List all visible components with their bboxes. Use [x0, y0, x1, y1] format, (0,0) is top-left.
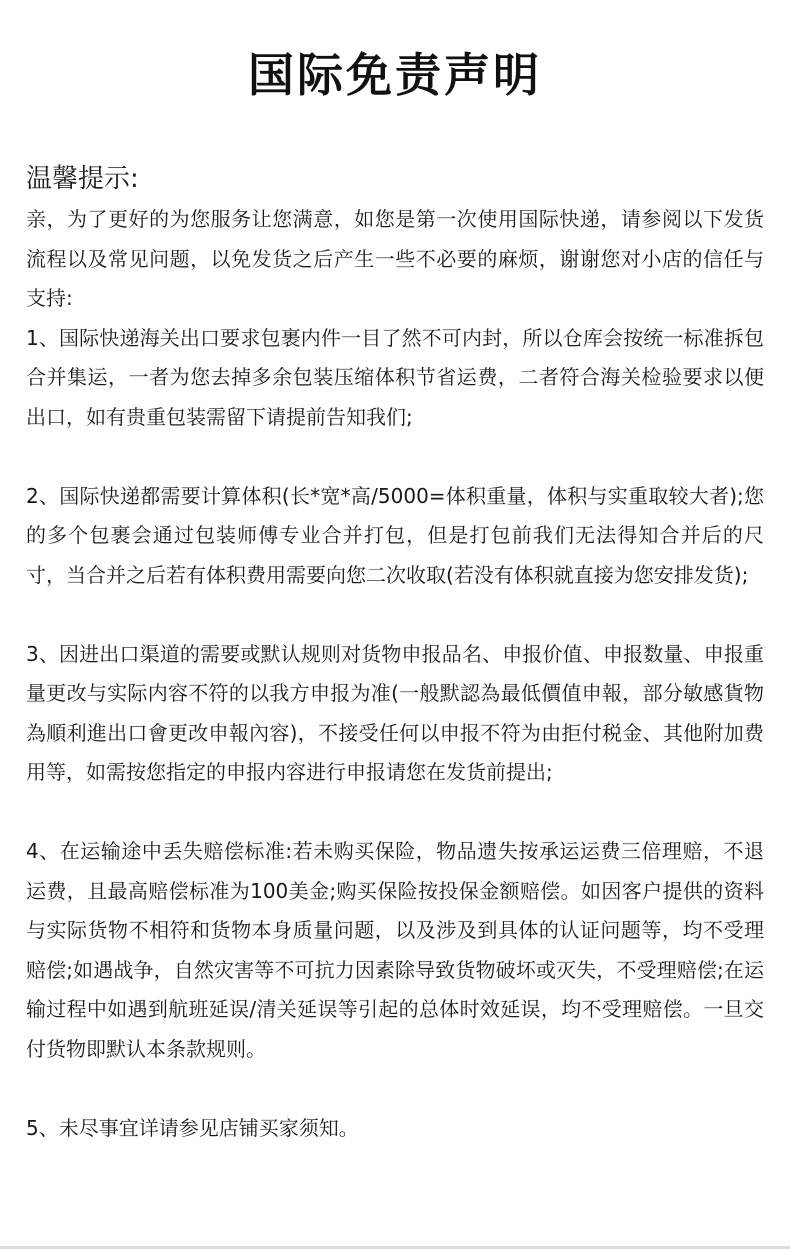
paragraph-gap [26, 595, 764, 635]
clause-1: 1、国际快递海关出口要求包裹内件一目了然不可内封，所以仓库会按统一标准拆包合并集运，一者为您去掉多余包装压缩体积节省运费，二者符合海关检验要求以便出口，如有贵重包装需留下请提前告知我们; [26, 325, 764, 429]
intro-paragraph: 亲，为了更好的为您服务让您满意，如您是第一次使用国际快递，请参阅以下发货流程以及常见问题，以免发货之后产生一些不必要的麻烦，谢谢您对小店的信任与支持: [26, 207, 764, 310]
clause-3: 3、因进出口渠道的需要或默认规则对货物申报品名、申报价值、申报数量、申报重量更改与实际内容不符的以我方申报为准(一般默認為最低價值申報，部分敏感貨物為順利進出口會更改申報內容)，不接受任何以申报不符为由拒付税金、其他附加费用等，如需按您指定的申报内容进行申报请您在发货前提出; [26, 641, 764, 784]
paragraph-gap [26, 1069, 764, 1109]
paragraph-gap [26, 793, 764, 833]
clause-2: 2、国际快递都需要计算体积(长*宽*高/5000=体积重量，体积与实重取较大者);您的多个包裹会通过包装师傅专业合并打包，但是打包前我们无法得知合并后的尺寸，当合并之后若有体积费用需要向您二次收取(若没有体积就直接为您安排发货); [26, 483, 764, 587]
clause-5: 5、未尽事宜详请参见店铺买家须知。 [26, 1115, 359, 1140]
clause-4: 4、在运输途中丢失赔偿标准:若未购买保险，物品遗失按承运运费三倍理赔，不退运费，且最高赔偿标准为100美金;购买保险按投保金额赔偿。如因客户提供的资料与实际货物不相符和货物本身质量问题，以及涉及到具体的认证问题等，均不受理赔偿;如遇战争，自然灾害等不可抗力因素除导致货物破坏或灭失，不受理赔偿;在运输过程中如遇到航班延误/清关延误等引起的总体时效延误，均不受理赔偿。一旦交付货物即默认本条款规则。 [26, 839, 764, 1061]
disclaimer-body [26, 158, 764, 1148]
tip-heading: 温馨提示: [26, 164, 139, 194]
page-title: 国际免责声明 [248, 48, 542, 102]
paragraph-gap [26, 437, 764, 477]
